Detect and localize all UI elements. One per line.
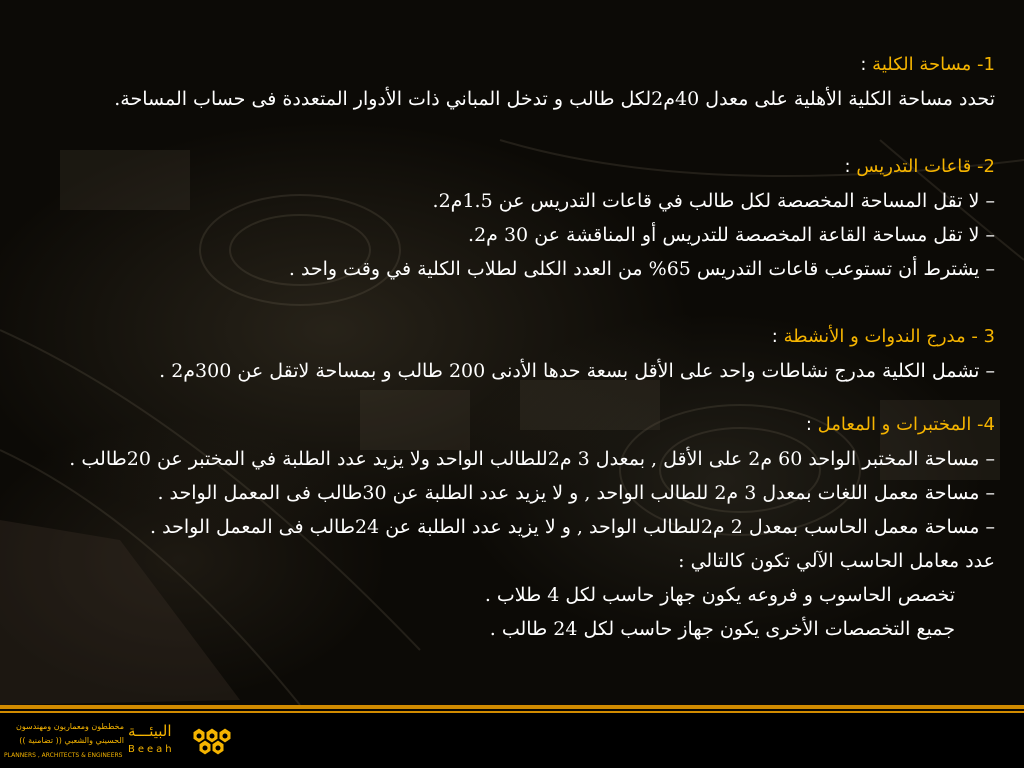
body-line: – لا تقل مساحة القاعة المخصصة للتدريس أو المناقشة عن 30 م2. [468,224,995,246]
section-heading-classrooms [20,150,995,184]
section-heading: 2- قاعات التدريس [856,156,995,177]
brand-name-arabic: البيئـــة [128,722,172,740]
firm-name-english: PLANNERS , ARCHITECTS & ENGINEERS [4,752,123,759]
section-heading: 3 - مدرج الندوات و الأنشطة [783,326,995,347]
heading-colon: : [805,414,818,435]
section-heading-auditorium [20,320,995,354]
section-heading: 1- مساحة الكلية [872,54,995,75]
section-heading-labs [20,408,995,442]
brand-name-english: Beeah [128,744,175,755]
heading-colon: : [844,156,857,177]
beeah-honeycomb-logo-icon [183,722,238,762]
body-line: – تشمل الكلية مدرج نشاطات واحد على الأقل بسعة حدها الأدنى 200 طالب و بمساحة لاتقل عن 300م2 . [159,360,995,382]
body-line: عدد معامل الحاسب الآلي تكون كالتالي : [678,550,995,572]
body-line: – مساحة المختبر الواحد 60 م2 على الأقل , بمعدل 3 م2للطالب الواحد ولا يزيد عدد الطلبة في المختبر عن 20طالب . [69,448,995,470]
footer-accent-bar [0,705,1024,709]
body-line: – لا تقل المساحة المخصصة لكل طالب في قاعات التدريس عن 1.5م2. [432,190,995,212]
firm-name-line1: مخططون ومعماريون ومهندسون [16,722,124,731]
body-line: تحدد مساحة الكلية الأهلية على معدل 40م2لكل طالب و تدخل المباني ذات الأدوار المتعددة فى حساب المساحة. [114,88,995,110]
slide-content [20,48,995,646]
body-line: – مساحة معمل اللغات بمعدل 3 م2 للطالب الواحد , و لا يزيد عدد الطلبة عن 30طالب فى المعمل الواحد . [157,482,995,504]
heading-colon: : [860,54,873,75]
heading-colon: : [771,326,784,347]
body-subline: تخصص الحاسوب و فروعه يكون جهاز حاسب لكل 4 طلاب . [484,584,955,606]
body-line: – مساحة معمل الحاسب بمعدل 2 م2للطالب الواحد , و لا يزيد عدد الطلبة عن 24طالب فى المعمل الواحد . [150,516,995,538]
body-subline: جميع التخصصات الأخرى يكون جهاز حاسب لكل 24 طالب . [489,618,955,640]
firm-name-line2: الحسيني والشعبي (( تضامنية )) [19,736,124,745]
section-heading: 4- المختبرات و المعامل [817,414,995,435]
body-line: – يشترط أن تستوعب قاعات التدريس 65% من العدد الكلى لطلاب الكلية في وقت واحد . [288,258,995,280]
section-heading-area [20,48,995,82]
